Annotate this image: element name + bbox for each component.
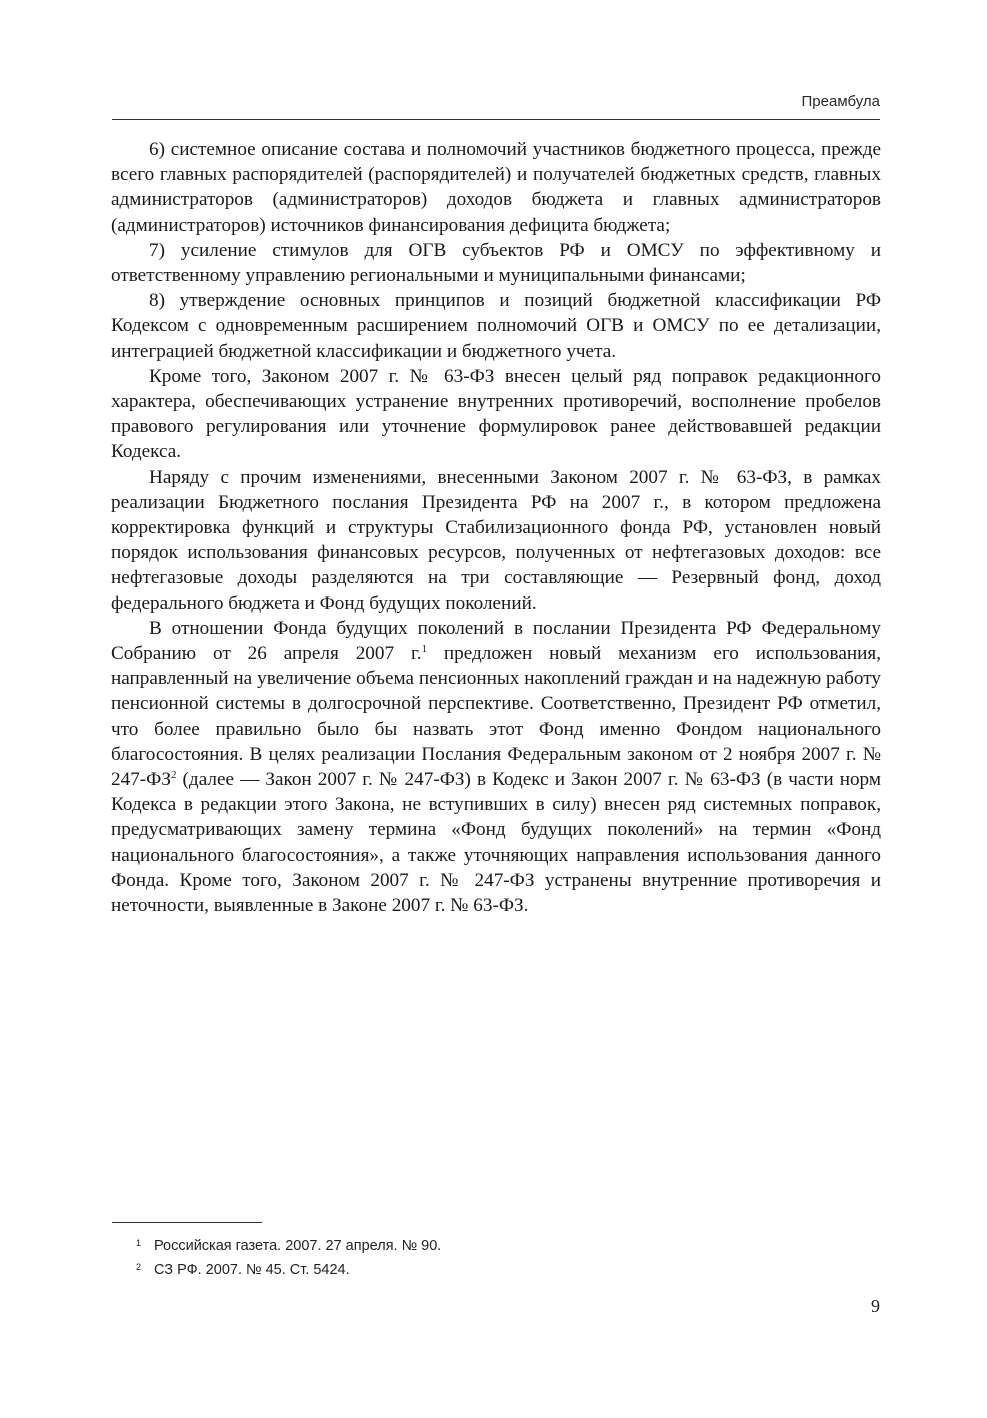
paragraph-text: предложен новый механизм его использования, направленный на увеличение объема пенсионных накоплений граждан и на надежную работу пенсионной системы в долгосрочной перспективе. Соответственно, Президент РФ отметил, что более правильно было бы назвать этот Фонд именно Фондом национального благосостояния. В целях реализации Послания Федеральным законом от 2 ноября 2007 г. № 247-ФЗ <box>111 643 881 791</box>
paragraph-item-6: 6) системное описание состава и полномочий участников бюджетного процесса, прежде всего главных распорядителей (распорядителей) и получателей бюджетных средств, главных администраторов (администраторов) доходов бюджета и главных администраторов (администраторов) источников финансирования дефицита бюджета; <box>111 139 881 236</box>
footnote-number: 1 <box>136 1238 142 1248</box>
footnote-item <box>136 1257 836 1281</box>
footnote-ref-2: 2 <box>170 769 177 782</box>
paragraph-text: (далее — Закон 2007 г. № 247-ФЗ) в Кодекс и Закон 2007 г. № 63-ФЗ (в части норм Кодекса в редакции этого Закона, не вступивших в силу) внесен ряд системных поправок, предусматривающих замену термина «Фонд будущих поколений» на термин «Фонд национального благосостояния», а также уточняющих направления использования данного Фонда. Кроме того, Законом 2007 г. № 247-ФЗ устранены внутренние противоречия и неточности, выявленные в Законе 2007 г. № 63-ФЗ. <box>111 769 881 917</box>
footnote-text: Российская газета. 2007. 27 апреля. № 90. <box>154 1238 442 1254</box>
footnote-item <box>136 1233 836 1257</box>
paragraph-item-8: 8) утверждение основных принципов и позиций бюджетной классификации РФ Кодексом с одновременным расширением полномочий ОГВ и ОМСУ по ее детализации, интеграцией бюджетной классификации и бюджетного учета. <box>111 290 881 362</box>
body-text <box>111 137 881 918</box>
paragraph-item-7: 7) усиление стимулов для ОГВ субъектов РФ и ОМСУ по эффективному и ответственному управлению региональными и муниципальными финансами; <box>111 239 881 287</box>
paragraph-editorial-amendments: Кроме того, Законом 2007 г. № 63-ФЗ внесен целый ряд поправок редакционного характера, обеспечивающих устранение внутренних противоречий, восполнение пробелов правового регулирования или уточнение формулировок ранее действовавшей редакции Кодекса. <box>111 365 881 463</box>
paragraph-stabilization-fund: Наряду с прочим изменениями, внесенными Законом 2007 г. № 63-ФЗ, в рамках реализации Бюджетного послания Президента РФ на 2007 г., в котором предложена корректировка функций и структуры Стабилизационного фонда РФ, установлен новый порядок использования финансовых ресурсов, полученных от нефтегазовых доходов: все нефтегазовые доходы разделяются на три составляющие — Резервный фонд, доход федерального бюджета и Фонд будущих поколений. <box>111 466 881 614</box>
page-number: 9 <box>871 1296 880 1316</box>
footnote-text: СЗ РФ. 2007. № 45. Ст. 5424. <box>154 1262 350 1278</box>
footnotes <box>136 1233 836 1281</box>
paragraph-text: В отношении Фонда будущих поколений в послании Президента РФ Федеральному Собранию от 26 апреля 2007 г. <box>111 617 881 665</box>
footnote-number: 2 <box>136 1262 142 1272</box>
paragraph-future-generations-fund <box>111 616 881 918</box>
footnote-ref-1: 1 <box>421 643 427 656</box>
header-rule <box>112 119 880 120</box>
footnote-rule <box>112 1222 262 1223</box>
running-head: Преамбула <box>801 93 880 110</box>
